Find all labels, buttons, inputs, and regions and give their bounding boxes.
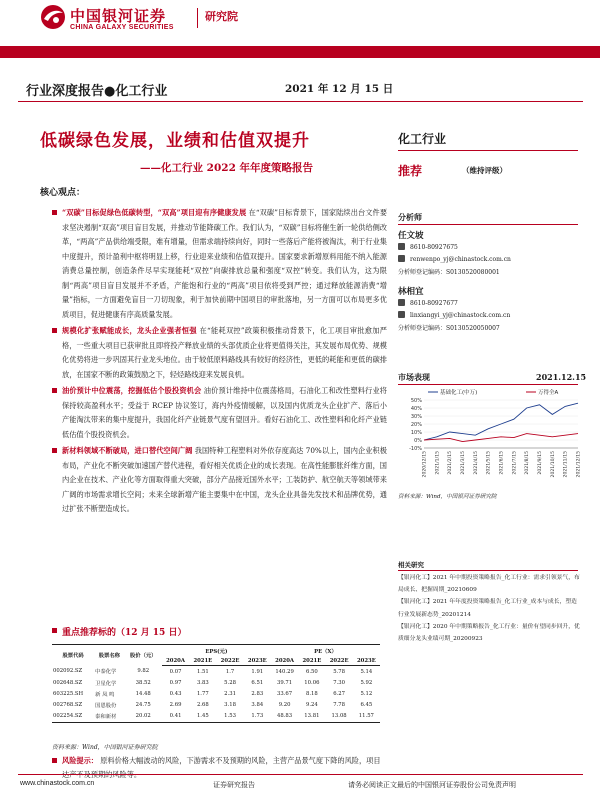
analyst-cert: 分析师登记编码：S0130520050007 bbox=[398, 325, 500, 332]
cell-pe: 5.12 bbox=[360, 690, 373, 697]
cell-price: 9.82 bbox=[137, 668, 150, 675]
y-tick-label: 40% bbox=[410, 406, 422, 412]
paragraph-lead: “双碳”目标促绿色低碳转型，“双高”项目迎有序健康发展 bbox=[62, 208, 247, 217]
x-tick-label: 2021/11/15 bbox=[563, 451, 569, 478]
sidebar-rule bbox=[398, 150, 578, 151]
analyst-phone bbox=[398, 299, 458, 307]
report-type: 行业深度报告●化工行业 bbox=[26, 84, 168, 99]
cell-pe: 13.08 bbox=[325, 711, 352, 723]
table-row bbox=[52, 677, 380, 688]
core-view-paragraph bbox=[52, 444, 387, 517]
y-tick-label: 0% bbox=[414, 438, 422, 444]
col-header-year: 2020A bbox=[162, 656, 189, 666]
x-tick-label: 2021/1/15 bbox=[435, 451, 441, 475]
cell-eps: 1.7 bbox=[225, 668, 235, 675]
cell-price: 38.52 bbox=[135, 679, 151, 686]
page-title: 低碳绿色发展，业绩和估值双提升 bbox=[40, 131, 310, 151]
related-report-link[interactable]: 【银河化工】2020 年中期策略报告_化工行业：量价有望同步回升，优质细分龙头业绩可期_20200923 bbox=[398, 623, 580, 643]
cell-code: 002092.SZ bbox=[53, 668, 83, 675]
x-tick-label: 2021/8/15 bbox=[525, 451, 531, 475]
cell-eps: 1.53 bbox=[216, 711, 243, 723]
square-bullet-icon bbox=[52, 628, 57, 633]
analyst-phone bbox=[398, 243, 458, 251]
galaxy-logo-icon bbox=[40, 4, 66, 30]
email-icon bbox=[398, 311, 405, 318]
col-header-year: 2022E bbox=[325, 656, 352, 666]
report-header bbox=[0, 0, 600, 70]
core-view-paragraph bbox=[52, 384, 387, 442]
risk-body: 原料价格大幅波动的风险，下游需求不及预期的风险，主营产品景气度下降的风险，项目 bbox=[100, 756, 381, 765]
core-view-paragraph bbox=[52, 206, 387, 322]
col-header-year: 2021E bbox=[298, 656, 325, 666]
cell-eps: 2.31 bbox=[224, 690, 236, 697]
sidebar-industry: 化工行业 bbox=[398, 132, 447, 146]
brand-name-cn: 中国银河证券 bbox=[70, 7, 167, 25]
cell-eps: 2.68 bbox=[196, 702, 209, 709]
cell-eps: 0.41 bbox=[162, 711, 189, 723]
brand-name-en: CHINA GALAXY SECURITIES bbox=[70, 24, 174, 31]
analyst-phone-value: 8610-80927675 bbox=[410, 244, 458, 251]
phone-icon bbox=[398, 299, 405, 306]
core-views-body bbox=[52, 206, 387, 519]
cell-eps: 1.45 bbox=[189, 711, 216, 723]
analyst-name: 林相宜 bbox=[398, 287, 424, 297]
paragraph-lead: 新材料领域不断破局，进口替代空间广阔 bbox=[62, 446, 193, 455]
chart-source: 资料来源：Wind，中国银河证券研究院 bbox=[398, 494, 497, 500]
cell-price: 24.75 bbox=[135, 702, 151, 709]
cell-eps: 0.97 bbox=[169, 679, 182, 686]
cell-eps: 1.77 bbox=[196, 690, 209, 697]
footer-website-link[interactable]: www.chinastock.com.cn bbox=[20, 780, 95, 787]
core-views-label: 核心观点： bbox=[40, 188, 86, 198]
risk-lead: 风险提示： bbox=[62, 756, 98, 765]
related-rule bbox=[398, 570, 578, 571]
square-bullet-icon bbox=[52, 448, 57, 453]
cell-pe: 11.57 bbox=[353, 711, 380, 723]
recommended-stocks-table bbox=[52, 644, 380, 723]
square-bullet-icon bbox=[52, 328, 57, 333]
rating-label: 推荐 bbox=[398, 164, 423, 178]
table-row bbox=[52, 699, 380, 710]
cell-code: 002648.SZ bbox=[53, 679, 83, 686]
cell-pe: 8.18 bbox=[305, 690, 318, 697]
related-research-list bbox=[398, 572, 580, 645]
recommendation-title: 重点推荐标的（12 月 15 日） bbox=[62, 628, 187, 638]
y-tick-label: -10% bbox=[409, 446, 422, 452]
market-performance-date: 2021.12.15 bbox=[536, 372, 587, 382]
col-header-year: 2023E bbox=[244, 656, 271, 666]
core-view-paragraph bbox=[52, 324, 387, 382]
y-tick-label: 50% bbox=[410, 398, 422, 404]
cell-eps: 3.84 bbox=[251, 702, 264, 709]
analyst-section-title: 分析师 bbox=[398, 212, 422, 222]
cell-eps: 6.51 bbox=[251, 679, 264, 686]
cell-pe: 48.83 bbox=[271, 711, 298, 723]
analyst-email[interactable] bbox=[398, 255, 511, 263]
recommendation-heading bbox=[52, 625, 186, 638]
footer-disclaimer: 请务必阅读正文最后的中国银河证券股份公司免责声明 bbox=[348, 781, 516, 789]
analyst-phone-value: 8610-80927677 bbox=[410, 300, 458, 307]
paragraph-lead: 油价预计中位震荡，挖掘低估个股投资机会 bbox=[62, 386, 202, 395]
cell-pe: 6.45 bbox=[360, 702, 373, 709]
cell-eps: 3.18 bbox=[224, 702, 236, 709]
cell-name: 卫星化学 bbox=[95, 680, 117, 687]
paragraph-body: 油价预计维持中位震荡格局，石油化工和改性塑料行业将保持较高盈利水平；受益于 RCEP 协议签订，海内外疫情缓解，以及国内优质龙头企业扩产、落后小产能淘汰带来的集中度提升，我国化纤产业链景气度有望回升。看好石油化工、改性塑料和化纤产业链低估值个股投资机会。 bbox=[62, 386, 387, 439]
cell-name: 泰和新材 bbox=[94, 711, 124, 723]
x-tick-label: 2021/2/15 bbox=[448, 451, 454, 475]
paragraph-lead: 规模化扩张赋能成长，龙头企业强者恒强 bbox=[62, 326, 197, 335]
cell-name: 国恩股份 bbox=[95, 703, 117, 710]
col-header-year: 2022E bbox=[216, 656, 243, 666]
cell-eps: 1.73 bbox=[244, 711, 271, 723]
cell-code: 603225.SH bbox=[53, 690, 84, 697]
analyst-rule bbox=[398, 224, 578, 225]
cell-pe: 9.20 bbox=[278, 702, 291, 709]
col-header-year: 2023E bbox=[353, 656, 380, 666]
x-tick-label: 2021/3/15 bbox=[461, 451, 466, 475]
market-performance-title: 市场表现 bbox=[398, 372, 430, 382]
rating-note: （维持评级） bbox=[462, 166, 507, 175]
x-tick-label: 2021/6/15 bbox=[499, 451, 505, 475]
col-header-year: 2021E bbox=[189, 656, 216, 666]
paragraph-body: 在“能耗双控”政策积极推动背景下，化工项目审批愈加严格，一些重大项目已获审批且即将投产释放业绩的头部优质企业将更值得关注，其发展布局优势、规模化优势将进一步巩固其行业龙头地位。由于较低原料路线具有较好的经济性，更低的耗能和更低的碳排放，在国家不断的政策鼓励之下，轻烃路线迎来发展良机。 bbox=[62, 326, 387, 379]
x-tick-label: 2020/12/15 bbox=[422, 451, 428, 478]
cell-pe: 39.71 bbox=[277, 679, 293, 686]
market-performance-chart bbox=[398, 386, 582, 486]
cell-eps: 3.83 bbox=[196, 679, 209, 686]
cell-price: 14.48 bbox=[135, 690, 151, 697]
market-rule bbox=[398, 384, 578, 385]
series-line-index bbox=[424, 434, 578, 442]
cell-eps: 0.07 bbox=[169, 668, 182, 675]
analyst-email-value[interactable]: linxiangyi_yj@chinastock.com.cn bbox=[410, 312, 511, 319]
cell-name: 新 凤 鸣 bbox=[95, 691, 115, 698]
analyst-email[interactable] bbox=[398, 311, 510, 319]
x-tick-label: 2021/5/15 bbox=[486, 451, 492, 475]
col-header-price: 股价（元） bbox=[125, 645, 162, 666]
legend-label-index: 万得全A bbox=[538, 390, 559, 396]
page-subtitle: ——化工行业 2022 年年度策略报告 bbox=[140, 162, 314, 174]
cell-eps: 1.51 bbox=[196, 668, 209, 675]
cell-pe: 13.81 bbox=[298, 711, 325, 723]
cell-pe: 9.24 bbox=[305, 702, 318, 709]
phone-icon bbox=[398, 243, 405, 250]
col-group-pe: PE（X） bbox=[271, 645, 380, 657]
institute-name: 研究院 bbox=[205, 10, 238, 23]
cell-pe: 6.50 bbox=[305, 668, 318, 675]
cell-price: 20.02 bbox=[125, 711, 162, 723]
table-row bbox=[52, 688, 380, 699]
analyst-cert: 分析师登记编码：S0130520080001 bbox=[398, 269, 500, 276]
paragraph-body: 我国特种工程塑料对外依存度高达 70%以上，国内企业积极布局，产业化不断突破加速国产替代进程，看好相关优质企业的成长表现。在高性能膨胀纤维方面，国内企业在技术、产业化等方面取得重大突破，部分产品接近国外水平；工装防护、航空航天等领域带来广阔的市场需求增长空间；未来全球新增产能主要集中在中国，龙头企业具备先发技术和品牌优势，通过扩张不断塑造成长。 bbox=[62, 446, 387, 513]
y-tick-label: 30% bbox=[410, 414, 422, 420]
cell-pe: 33.67 bbox=[277, 690, 293, 697]
legend-label-industry: 基础化工(中万) bbox=[440, 390, 478, 396]
series-line-industry bbox=[424, 403, 578, 440]
cell-pe: 5.78 bbox=[333, 668, 345, 675]
y-tick-label: 20% bbox=[410, 422, 422, 428]
x-tick-label: 2021/9/15 bbox=[538, 451, 543, 475]
x-tick-label: 2021/12/15 bbox=[576, 451, 582, 478]
cell-code: 002768.SZ bbox=[53, 702, 83, 709]
col-header-year: 2020A bbox=[271, 656, 298, 666]
cell-eps: 5.28 bbox=[224, 679, 236, 686]
cell-pe: 140.29 bbox=[275, 668, 294, 675]
footer-rule bbox=[18, 774, 583, 775]
footer-doc-type: 证券研究报告 bbox=[213, 781, 255, 789]
square-bullet-icon bbox=[52, 388, 57, 393]
report-date: 2021 年 12 月 15 日 bbox=[285, 83, 394, 95]
related-research-title: 相关研究 bbox=[398, 561, 424, 569]
square-bullet-icon bbox=[52, 210, 57, 215]
cell-code: 002254.SZ bbox=[52, 711, 94, 723]
analyst-name: 任文坡 bbox=[398, 231, 424, 241]
analyst-email-value[interactable]: renwenpo_yj@chinastock.com.cn bbox=[410, 256, 511, 263]
cell-pe: 10.06 bbox=[304, 679, 320, 686]
cell-eps: 2.69 bbox=[169, 702, 182, 709]
paragraph-body: 在“双碳”目标背景下，国家陆续出台文件要求坚决遏制“双高”项目盲目发展，并推动节能降碳工作。我们认为，“双碳”目标将催生新一轮供给侧改革，“两高”产品供给端受限，难有增量，但需求端持续向好，同时一些落后产能将被淘汰，利于行业集中度提升，预计盈利中枢将明显上移，行业迎来业绩和估值双提升。国家要求新增原料用能不纳入能源消费总量控制，创造条件尽早实现能耗“双控”向碳排放总量和强度“双控”转变。我们认为，这为限制“两高”项目盲目发展并不矛盾，产能饱和行业的“两高”项目依将受到严控；通过释放能源消费“增量”指标，一方面避免盲目一刀切现象，利于加快前期中国项目的审批落地，另一方面可以布局更多优质项目，促进健康有序高质量发展。 bbox=[62, 208, 388, 319]
table-row bbox=[52, 711, 380, 723]
cell-pe: 7.78 bbox=[333, 702, 345, 709]
col-group-eps: EPS(元) bbox=[162, 645, 271, 657]
y-tick-label: 10% bbox=[410, 430, 422, 436]
related-report-link[interactable]: 【银河化工】2021 年中期投资策略报告_化工行业：需求引领景气，布局成长、把握周期_20210609 bbox=[398, 575, 580, 594]
cell-pe: 7.30 bbox=[333, 679, 345, 686]
header-red-band bbox=[0, 46, 600, 58]
cell-name: 中泰化学 bbox=[95, 669, 117, 676]
cell-pe: 6.27 bbox=[333, 690, 345, 697]
col-header-code: 股票代码 bbox=[52, 645, 94, 666]
x-tick-label: 2021/7/15 bbox=[512, 451, 518, 475]
x-tick-label: 2021/10/15 bbox=[550, 451, 556, 478]
email-icon bbox=[398, 255, 405, 262]
cell-pe: 5.92 bbox=[360, 679, 373, 686]
brand-separator bbox=[197, 8, 198, 28]
related-report-link[interactable]: 【银河化工】2021 年年度投资策略报告_化工行业_成本与成长，塑造行业发展新态势_20201214 bbox=[398, 599, 577, 618]
cell-eps: 0.43 bbox=[169, 690, 182, 697]
col-header-name: 股票名称 bbox=[94, 645, 124, 666]
square-bullet-icon bbox=[52, 758, 57, 763]
cell-eps: 2.83 bbox=[251, 690, 264, 697]
table-source: 资料来源：Wind，中国银河证券研究院 bbox=[52, 744, 158, 751]
table-row bbox=[52, 666, 380, 677]
risk-warning bbox=[52, 754, 382, 782]
cell-pe: 5.14 bbox=[360, 668, 373, 675]
cell-eps: 1.91 bbox=[251, 668, 264, 675]
x-tick-label: 2021/4/15 bbox=[473, 451, 479, 475]
